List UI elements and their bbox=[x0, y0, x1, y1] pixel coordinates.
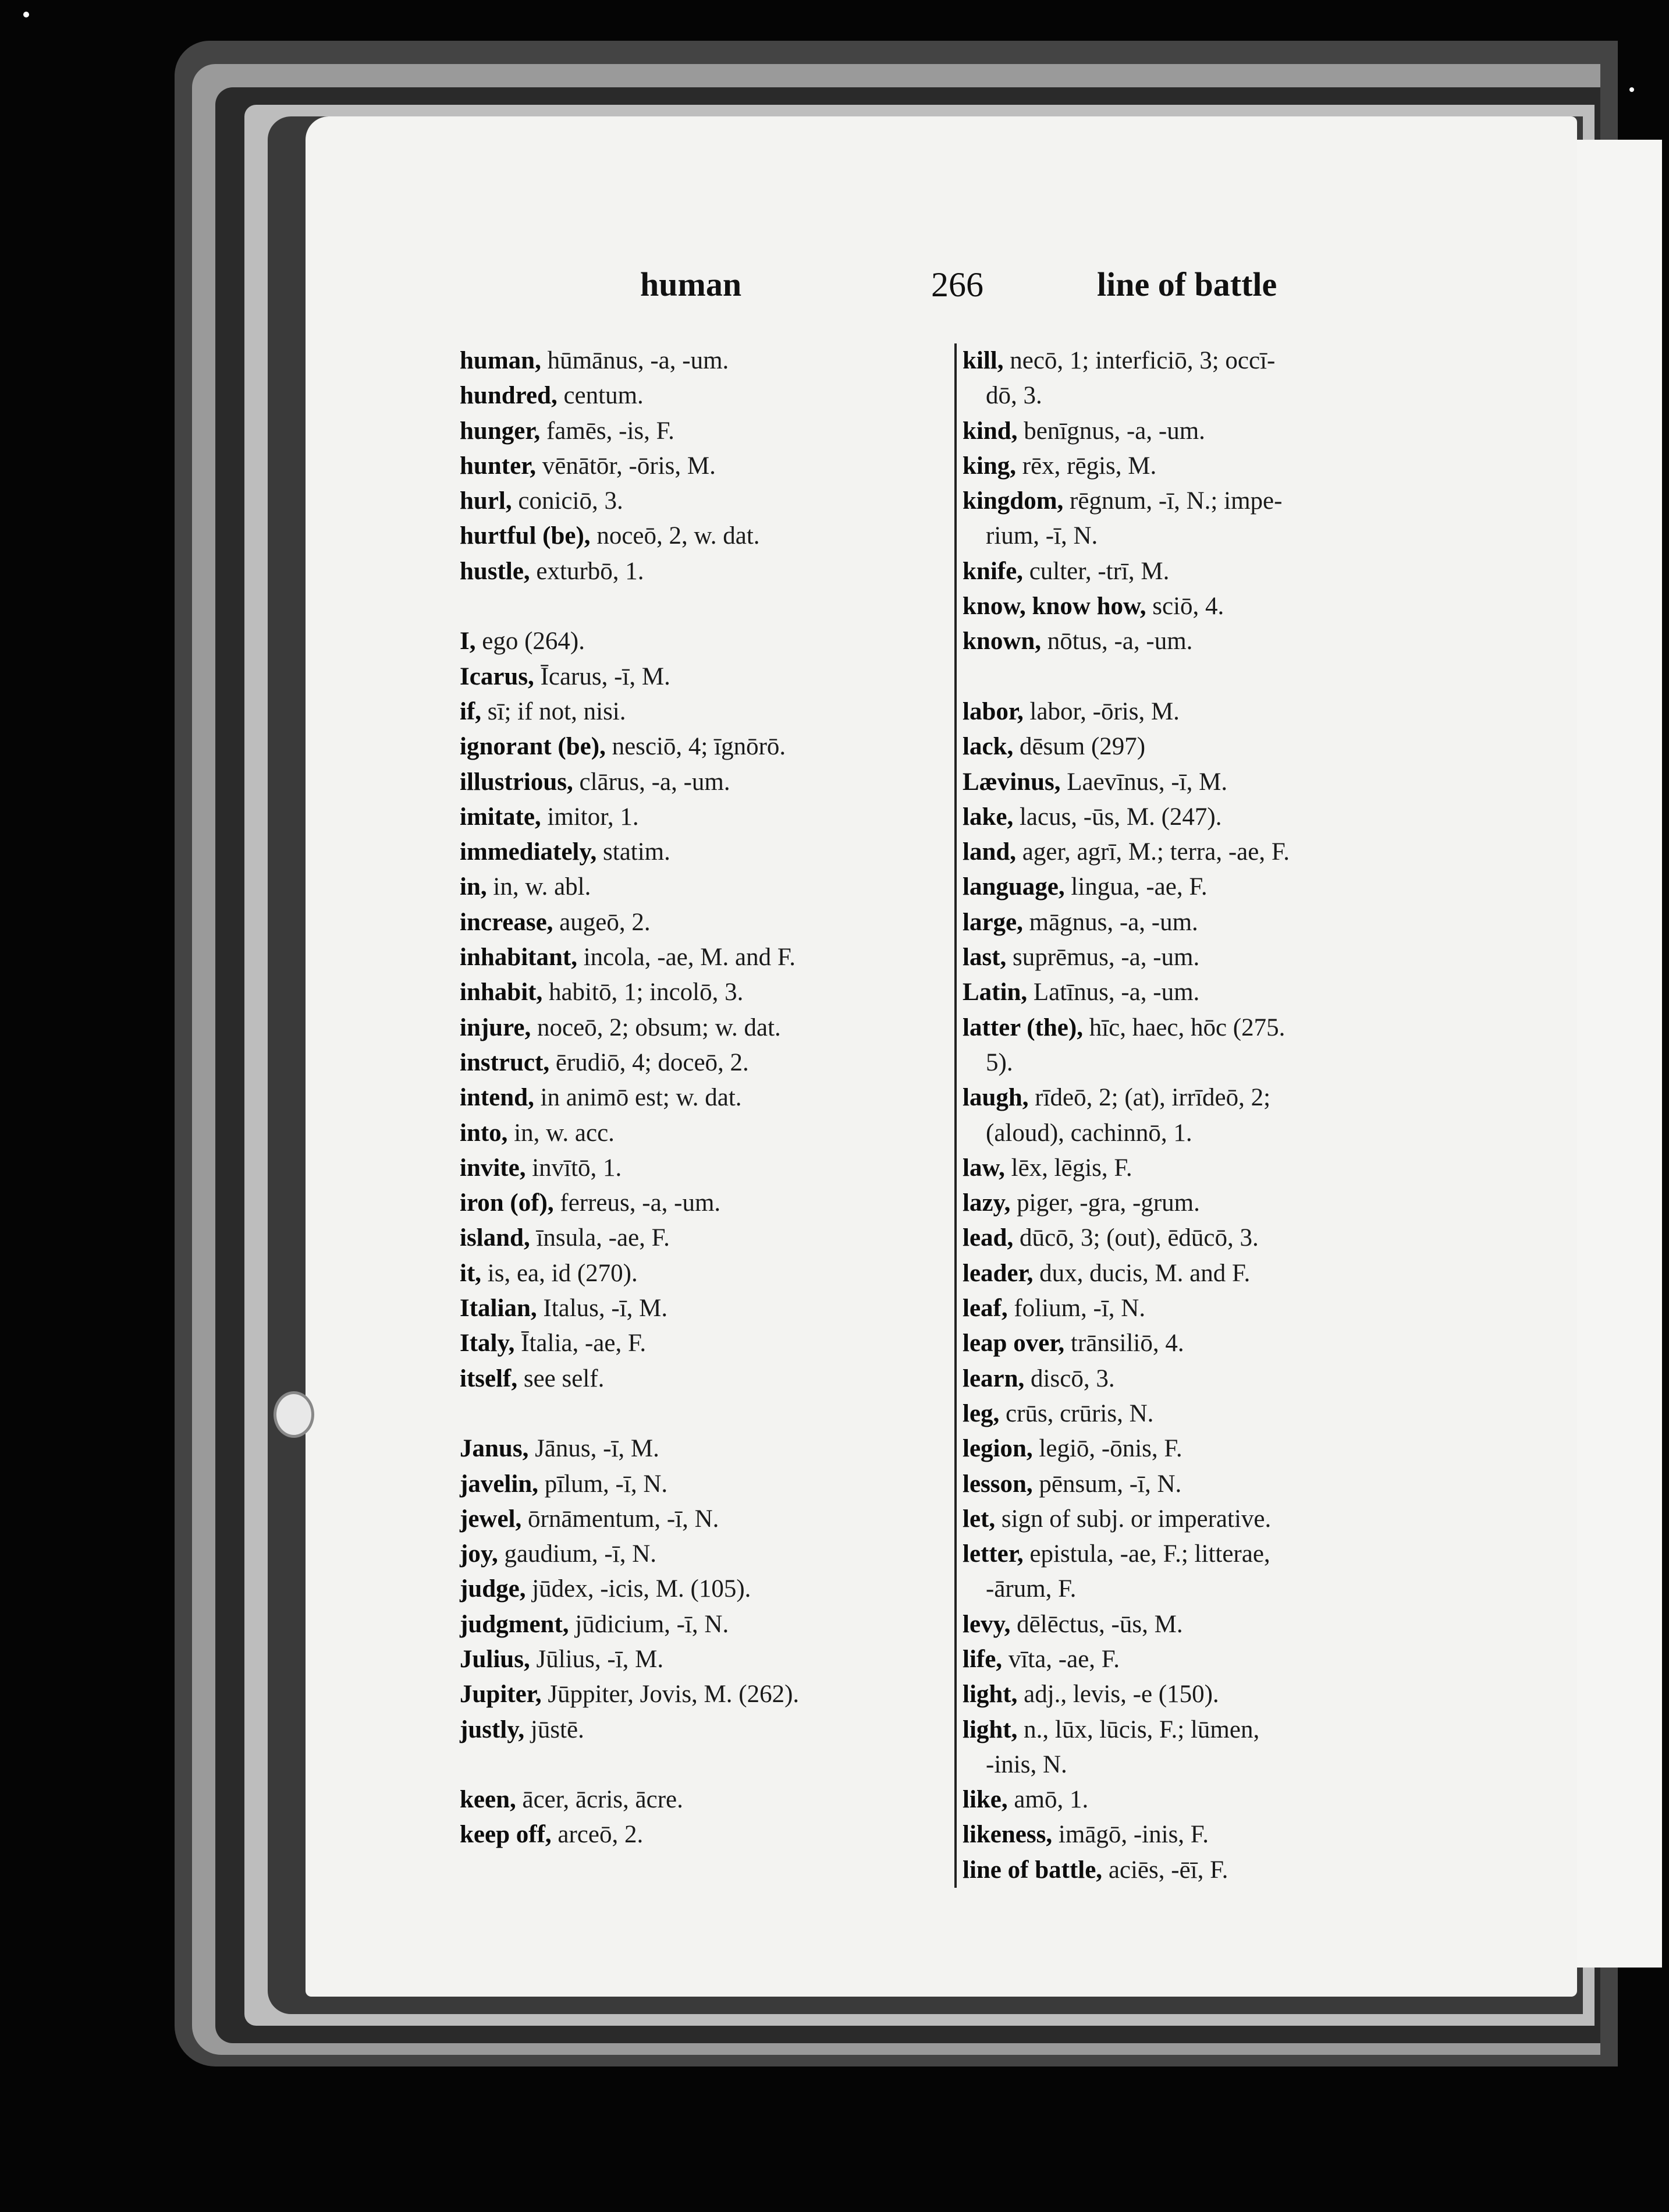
dictionary-entry bbox=[963, 1362, 1434, 1396]
headword: human, bbox=[460, 347, 541, 374]
definition: amō, 1. bbox=[1007, 1786, 1089, 1814]
definition: dō, 3. bbox=[986, 382, 1042, 410]
definition: culter, -trī, M. bbox=[1022, 557, 1170, 585]
dictionary-entry bbox=[963, 1502, 1434, 1537]
headword: large, bbox=[963, 908, 1023, 936]
headword: lead, bbox=[963, 1224, 1014, 1252]
headword: increase, bbox=[460, 908, 553, 936]
headword: legion, bbox=[963, 1435, 1033, 1463]
dictionary-entry bbox=[460, 624, 949, 659]
headword: invite, bbox=[460, 1154, 526, 1182]
headword: judge, bbox=[460, 1575, 526, 1603]
headword: language, bbox=[963, 873, 1065, 901]
headword: Icarus, bbox=[460, 662, 534, 690]
definition: incola, -ae, M. and F. bbox=[577, 944, 796, 972]
dictionary-entry bbox=[460, 1151, 949, 1186]
headword: instruct, bbox=[460, 1048, 550, 1076]
definition: rēgnum, -ī, N.; impe- bbox=[1063, 487, 1283, 515]
definition: famēs, -is, F. bbox=[540, 417, 674, 445]
headword: lesson, bbox=[963, 1470, 1033, 1498]
headword: king, bbox=[963, 452, 1017, 480]
definition: trānsiliō, 4. bbox=[1064, 1330, 1184, 1357]
headword: know, know how, bbox=[963, 593, 1146, 621]
definition: in animō est; w. dat. bbox=[534, 1084, 742, 1112]
dictionary-entry bbox=[963, 975, 1434, 1010]
left-guide-word: human bbox=[640, 265, 742, 303]
headword: like, bbox=[963, 1786, 1008, 1814]
definition: nesciō, 4; īgnōrō. bbox=[605, 733, 786, 761]
definition: pēnsum, -ī, N. bbox=[1032, 1470, 1182, 1498]
definition: vīta, -ae, F. bbox=[1002, 1645, 1120, 1673]
headword: leaf, bbox=[963, 1295, 1008, 1323]
dictionary-entry bbox=[460, 1677, 949, 1712]
dictionary-entry bbox=[460, 1431, 949, 1466]
headword: kingdom, bbox=[963, 487, 1064, 515]
page-number: 266 bbox=[931, 265, 983, 304]
entry-gap bbox=[963, 660, 1434, 694]
entry-continuation bbox=[963, 1572, 1434, 1607]
headword: Julius, bbox=[460, 1645, 530, 1673]
definition: Jānus, -ī, M. bbox=[528, 1435, 659, 1463]
definition: sign of subj. or imperative. bbox=[995, 1505, 1272, 1533]
headword: Italy, bbox=[460, 1330, 515, 1357]
definition: arceō, 2. bbox=[551, 1821, 644, 1849]
scan-speck bbox=[23, 12, 29, 17]
headword: hunger, bbox=[460, 417, 541, 445]
headword: inhabitant, bbox=[460, 944, 577, 972]
scan-speck bbox=[1629, 87, 1634, 92]
definition: jūstē. bbox=[524, 1715, 584, 1743]
headword: jewel, bbox=[460, 1505, 522, 1533]
headword: inhabit, bbox=[460, 979, 543, 1006]
definition: Ītalia, -ae, F. bbox=[514, 1330, 647, 1357]
definition: suprēmus, -a, -um. bbox=[1006, 944, 1200, 972]
dictionary-entry bbox=[460, 940, 949, 975]
headword: leap over, bbox=[963, 1330, 1065, 1357]
dictionary-entry bbox=[460, 1537, 949, 1572]
definition: nōtus, -a, -um. bbox=[1041, 628, 1193, 655]
definition: is, ea, id (270). bbox=[481, 1259, 638, 1287]
dictionary-entry bbox=[460, 1256, 949, 1291]
dictionary-entry bbox=[963, 554, 1434, 589]
headword: Janus, bbox=[460, 1435, 529, 1463]
definition: ferreus, -a, -um. bbox=[553, 1189, 721, 1217]
definition: lēx, lēgis, F. bbox=[1004, 1154, 1132, 1182]
headword: hundred, bbox=[460, 382, 557, 410]
headword: it, bbox=[460, 1259, 482, 1287]
definition: ācer, ācris, ācre. bbox=[516, 1786, 683, 1814]
dictionary-entry bbox=[460, 1011, 949, 1045]
definition: crūs, crūris, N. bbox=[999, 1399, 1154, 1427]
definition: epistula, -ae, F.; litterae, bbox=[1023, 1540, 1270, 1568]
definition: discō, 3. bbox=[1024, 1364, 1115, 1392]
dictionary-entry bbox=[963, 1256, 1434, 1291]
dictionary-entry bbox=[460, 484, 949, 519]
definition: augeō, 2. bbox=[553, 908, 651, 936]
definition: rium, -ī, N. bbox=[986, 522, 1098, 550]
headword: keep off, bbox=[460, 1821, 552, 1849]
headword: light, bbox=[963, 1715, 1018, 1743]
headword: lack, bbox=[963, 733, 1014, 761]
definition: clārus, -a, -um. bbox=[573, 768, 730, 796]
entry-gap bbox=[460, 589, 949, 624]
dictionary-entry bbox=[460, 1817, 949, 1852]
dictionary-entry bbox=[460, 1116, 949, 1151]
headword: kill, bbox=[963, 347, 1004, 374]
definition: gaudium, -ī, N. bbox=[498, 1540, 657, 1568]
definition: lacus, -ūs, M. (247). bbox=[1013, 803, 1222, 831]
headword: Latin, bbox=[963, 979, 1028, 1006]
dictionary-entry bbox=[460, 800, 949, 835]
dictionary-entry bbox=[963, 1817, 1434, 1852]
definition: rīdeō, 2; (at), irrīdeō, 2; bbox=[1028, 1084, 1271, 1112]
definition: necō, 1; interficiō, 3; occī- bbox=[1003, 347, 1276, 374]
definition: sciō, 4. bbox=[1146, 593, 1224, 621]
definition: ager, agrī, M.; terra, -ae, F. bbox=[1016, 838, 1290, 866]
dictionary-entry bbox=[460, 660, 949, 694]
definition: īnsula, -ae, F. bbox=[530, 1224, 670, 1252]
dictionary-entry bbox=[460, 1502, 949, 1537]
definition: hūmānus, -a, -um. bbox=[541, 347, 729, 374]
headword: kind, bbox=[963, 417, 1018, 445]
definition: -inis, N. bbox=[986, 1750, 1067, 1778]
definition: labor, -ōris, M. bbox=[1023, 697, 1180, 725]
headword: joy, bbox=[460, 1540, 498, 1568]
dictionary-entry bbox=[963, 589, 1434, 624]
headword: let, bbox=[963, 1505, 996, 1533]
dictionary-entry bbox=[963, 800, 1434, 835]
dictionary-entry bbox=[963, 1853, 1434, 1888]
definition: coniciō, 3. bbox=[512, 487, 623, 515]
definition: imitor, 1. bbox=[541, 803, 639, 831]
headword: illustrious, bbox=[460, 768, 573, 796]
dictionary-entry bbox=[460, 729, 949, 764]
headword: leader, bbox=[963, 1259, 1034, 1287]
dictionary-entry bbox=[963, 1221, 1434, 1256]
headword: ignorant (be), bbox=[460, 733, 606, 761]
definition: see self. bbox=[517, 1364, 605, 1392]
headword: likeness, bbox=[963, 1821, 1053, 1849]
dictionary-entry bbox=[963, 1607, 1434, 1642]
headword: lake, bbox=[963, 803, 1014, 831]
dictionary-entry bbox=[963, 1537, 1434, 1572]
definition: 5). bbox=[986, 1048, 1013, 1076]
entry-gap bbox=[460, 1396, 949, 1431]
definition: rēx, rēgis, M. bbox=[1016, 452, 1157, 480]
definition: sī; if not, nisi. bbox=[481, 697, 626, 725]
entry-continuation bbox=[963, 519, 1434, 554]
definition: exturbō, 1. bbox=[530, 557, 644, 585]
headword: known, bbox=[963, 628, 1042, 655]
dictionary-entry bbox=[963, 1151, 1434, 1186]
dictionary-entry bbox=[460, 1362, 949, 1396]
definition: dūcō, 3; (out), ēdūcō, 3. bbox=[1013, 1224, 1259, 1252]
headword: itself, bbox=[460, 1364, 518, 1392]
definition: centum. bbox=[557, 382, 644, 410]
dictionary-entry bbox=[460, 343, 949, 378]
dictionary-entry bbox=[963, 343, 1434, 378]
dictionary-entry bbox=[460, 975, 949, 1010]
definition: pīlum, -ī, N. bbox=[538, 1470, 668, 1498]
headword: into, bbox=[460, 1119, 508, 1147]
headword: labor, bbox=[963, 697, 1024, 725]
definition: in, w. acc. bbox=[507, 1119, 615, 1147]
definition: Latīnus, -a, -um. bbox=[1027, 979, 1200, 1006]
dictionary-entry bbox=[460, 1326, 949, 1361]
dictionary-entry bbox=[963, 765, 1434, 800]
dictionary-entry bbox=[963, 1080, 1434, 1115]
definition: benīgnus, -a, -um. bbox=[1017, 417, 1205, 445]
headword: hurl, bbox=[460, 487, 512, 515]
left-column bbox=[460, 343, 949, 1853]
definition: Jūppiter, Jovis, M. (262). bbox=[541, 1681, 800, 1708]
headword: last, bbox=[963, 944, 1007, 972]
headword: hurtful (be), bbox=[460, 522, 591, 550]
definition: aciēs, -ēī, F. bbox=[1102, 1856, 1228, 1884]
dictionary-entry bbox=[460, 1467, 949, 1502]
headword: intend, bbox=[460, 1084, 534, 1112]
dictionary-entry bbox=[963, 414, 1434, 449]
definition: Jūlius, -ī, M. bbox=[530, 1645, 664, 1673]
headword: injure, bbox=[460, 1013, 531, 1041]
headword: leg, bbox=[963, 1399, 1000, 1427]
dictionary-entry bbox=[963, 694, 1434, 729]
definition: ego (264). bbox=[475, 628, 585, 655]
dictionary-entry bbox=[460, 905, 949, 940]
headword: life, bbox=[963, 1645, 1003, 1673]
headword: immediately, bbox=[460, 838, 597, 866]
headword: Italian, bbox=[460, 1295, 537, 1323]
dictionary-entry bbox=[460, 1607, 949, 1642]
headword: knife, bbox=[963, 557, 1023, 585]
entry-continuation bbox=[963, 378, 1434, 413]
page-hole-mark bbox=[274, 1391, 314, 1438]
definition: (aloud), cachinnō, 1. bbox=[986, 1119, 1192, 1147]
headword: iron (of), bbox=[460, 1189, 554, 1217]
definition: ērudiō, 4; doceō, 2. bbox=[549, 1048, 749, 1076]
definition: Īcarus, -ī, M. bbox=[534, 662, 670, 690]
headword: laugh, bbox=[963, 1084, 1029, 1112]
dictionary-entry bbox=[963, 1396, 1434, 1431]
dictionary-entry bbox=[963, 624, 1434, 659]
definition: hīc, haec, hōc (275. bbox=[1082, 1013, 1286, 1041]
headword: law, bbox=[963, 1154, 1005, 1182]
headword: I, bbox=[460, 628, 476, 655]
dictionary-entry bbox=[460, 1186, 949, 1221]
dictionary-entry bbox=[460, 519, 949, 554]
definition: dēlēctus, -ūs, M. bbox=[1010, 1610, 1183, 1638]
definition: statim. bbox=[596, 838, 670, 866]
definition: in, w. abl. bbox=[487, 873, 591, 901]
dictionary-entry bbox=[963, 1326, 1434, 1361]
dictionary-entry bbox=[963, 1467, 1434, 1502]
dictionary-entry bbox=[963, 484, 1434, 519]
dictionary-entry bbox=[460, 1080, 949, 1115]
headword: learn, bbox=[963, 1364, 1025, 1392]
definition: jūdex, -icis, M. (105). bbox=[525, 1575, 751, 1603]
dictionary-entry bbox=[460, 1291, 949, 1326]
definition: māgnus, -a, -um. bbox=[1022, 908, 1198, 936]
headword: in, bbox=[460, 873, 487, 901]
definition: noceō, 2; obsum; w. dat. bbox=[531, 1013, 781, 1041]
dictionary-entry bbox=[460, 449, 949, 484]
definition: Italus, -ī, M. bbox=[537, 1295, 668, 1323]
dictionary-entry bbox=[460, 870, 949, 905]
dictionary-entry bbox=[460, 414, 949, 449]
dictionary-entry bbox=[963, 1186, 1434, 1221]
dictionary-entry bbox=[460, 378, 949, 413]
dictionary-entry bbox=[963, 1677, 1434, 1712]
headword: keen, bbox=[460, 1786, 516, 1814]
headword: lazy, bbox=[963, 1189, 1011, 1217]
definition: invītō, 1. bbox=[525, 1154, 622, 1182]
headword: Lævinus, bbox=[963, 768, 1061, 796]
dictionary-entry bbox=[460, 1572, 949, 1607]
dictionary-entry bbox=[460, 1782, 949, 1817]
definition: Laevīnus, -ī, M. bbox=[1060, 768, 1228, 796]
entry-continuation bbox=[963, 1747, 1434, 1782]
definition: imāgō, -inis, F. bbox=[1052, 1821, 1209, 1849]
definition: adj., levis, -e (150). bbox=[1017, 1681, 1219, 1708]
dictionary-entry bbox=[963, 1782, 1434, 1817]
definition: lingua, -ae, F. bbox=[1064, 873, 1208, 901]
dictionary-entry bbox=[963, 1642, 1434, 1677]
headword: if, bbox=[460, 697, 482, 725]
headword: light, bbox=[963, 1681, 1018, 1708]
dictionary-entry bbox=[460, 765, 949, 800]
entry-gap bbox=[460, 1747, 949, 1782]
dictionary-entry bbox=[460, 1221, 949, 1256]
dictionary-entry bbox=[963, 1291, 1434, 1326]
definition: ōrnāmentum, -ī, N. bbox=[521, 1505, 719, 1533]
dictionary-entry bbox=[460, 1045, 949, 1080]
headword: line of battle, bbox=[963, 1856, 1103, 1884]
headword: javelin, bbox=[460, 1470, 538, 1498]
definition: jūdicium, -ī, N. bbox=[569, 1610, 729, 1638]
headword: Jupiter, bbox=[460, 1681, 542, 1708]
definition: dux, ducis, M. and F. bbox=[1033, 1259, 1251, 1287]
dictionary-entry bbox=[963, 870, 1434, 905]
dictionary-entry bbox=[460, 1642, 949, 1677]
dictionary-entry bbox=[460, 835, 949, 870]
entry-continuation bbox=[963, 1116, 1434, 1151]
headword: land, bbox=[963, 838, 1017, 866]
definition: vēnātōr, -ōris, M. bbox=[536, 452, 716, 480]
entry-continuation bbox=[963, 1045, 1434, 1080]
headword: hunter, bbox=[460, 452, 537, 480]
headword: island, bbox=[460, 1224, 530, 1252]
definition: n., lūx, lūcis, F.; lūmen, bbox=[1017, 1715, 1260, 1743]
dictionary-entry bbox=[460, 694, 949, 729]
right-column bbox=[954, 343, 1434, 1888]
dictionary-entry bbox=[963, 449, 1434, 484]
dictionary-entry bbox=[460, 1713, 949, 1747]
headword: hustle, bbox=[460, 557, 530, 585]
definition: legiō, -ōnis, F. bbox=[1032, 1435, 1182, 1463]
headword: levy, bbox=[963, 1610, 1011, 1638]
definition: habitō, 1; incolō, 3. bbox=[542, 979, 744, 1006]
dictionary-entry bbox=[963, 1431, 1434, 1466]
dictionary-entry bbox=[963, 729, 1434, 764]
headword: justly, bbox=[460, 1715, 525, 1743]
definition: noceō, 2, w. dat. bbox=[590, 522, 760, 550]
definition: dēsum (297) bbox=[1013, 733, 1146, 761]
headword: letter, bbox=[963, 1540, 1024, 1568]
dictionary-entry bbox=[963, 835, 1434, 870]
dictionary-entry bbox=[460, 554, 949, 589]
headword: judgment, bbox=[460, 1610, 569, 1638]
dictionary-entry bbox=[963, 940, 1434, 975]
definition: -ārum, F. bbox=[986, 1575, 1077, 1603]
dictionary-entry bbox=[963, 905, 1434, 940]
headword: imitate, bbox=[460, 803, 541, 831]
definition: folium, -ī, N. bbox=[1007, 1295, 1146, 1323]
dictionary-entry bbox=[963, 1011, 1434, 1045]
right-guide-word: line of battle bbox=[1097, 265, 1277, 303]
dictionary-entry bbox=[963, 1713, 1434, 1747]
definition: piger, -gra, -grum. bbox=[1010, 1189, 1200, 1217]
headword: latter (the), bbox=[963, 1013, 1083, 1041]
